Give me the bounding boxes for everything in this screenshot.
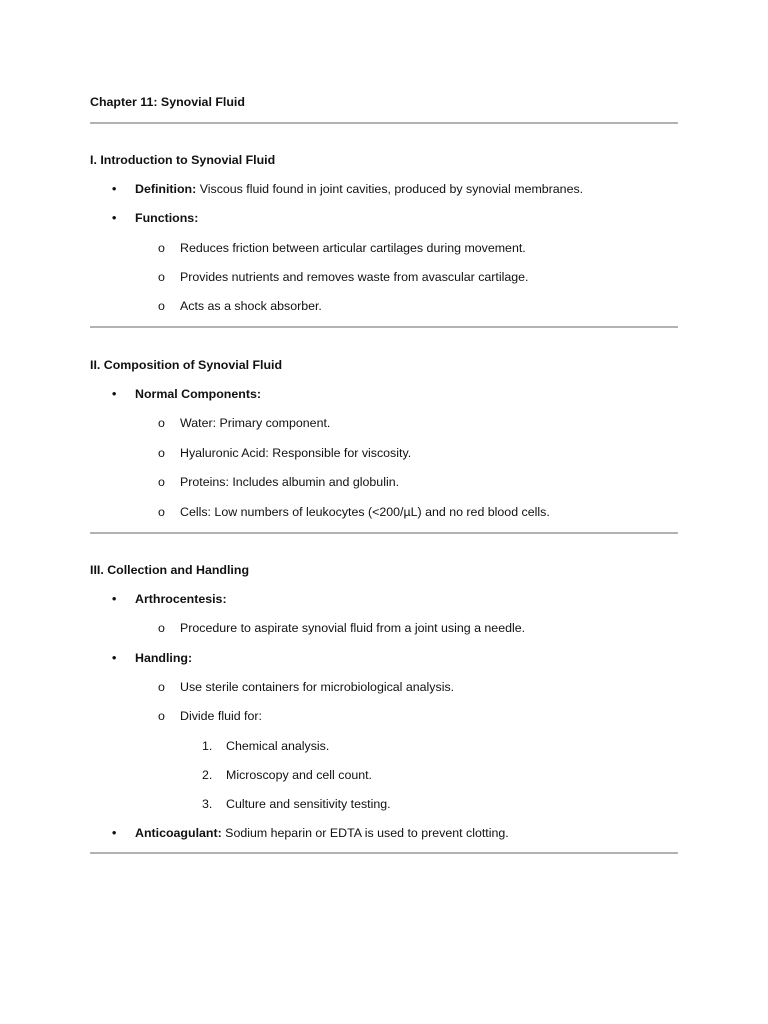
functions-label: Functions: <box>135 211 199 225</box>
component-text: Hyaluronic Acid: Responsible for viscosity. <box>180 446 412 460</box>
anticoagulant-label: Anticoagulant: <box>135 826 222 840</box>
numbered-item-text: Chemical analysis. <box>226 739 330 753</box>
number-marker: 1. <box>202 739 213 753</box>
section-heading-introduction: I. Introduction to Synovial Fluid <box>90 153 276 167</box>
anticoagulant-text <box>135 825 509 841</box>
sub-bullet-marker: o <box>158 621 165 635</box>
document-page <box>90 0 678 1024</box>
component-text: Cells: Low numbers of leukocytes (<200/µL) and no red blood cells. <box>180 505 550 519</box>
numbered-item-text: Culture and sensitivity testing. <box>226 797 391 811</box>
arthrocentesis-label: Arthrocentesis: <box>135 592 227 606</box>
component-text: Water: Primary component. <box>180 416 331 430</box>
section-heading-composition: II. Composition of Synovial Fluid <box>90 358 283 372</box>
sub-bullet-marker: o <box>158 505 165 519</box>
definition-body: Viscous fluid found in joint cavities, produced by synovial membranes. <box>196 182 584 196</box>
sub-bullet-marker: o <box>158 709 165 723</box>
divider <box>90 852 678 854</box>
bullet-marker: • <box>112 182 117 196</box>
sub-bullet-marker: o <box>158 241 165 255</box>
numbered-item-text: Microscopy and cell count. <box>226 768 373 782</box>
handling-text: Divide fluid for: <box>180 709 262 723</box>
number-marker: 2. <box>202 768 213 782</box>
sub-bullet-marker: o <box>158 680 165 694</box>
handling-text: Use sterile containers for microbiological analysis. <box>180 680 455 694</box>
bullet-marker: • <box>112 387 117 401</box>
component-text: Proteins: Includes albumin and globulin. <box>180 475 400 489</box>
handling-label: Handling: <box>135 651 193 665</box>
function-text: Reduces friction between articular cartilages during movement. <box>180 241 526 255</box>
sub-bullet-marker: o <box>158 446 165 460</box>
sub-bullet-marker: o <box>158 416 165 430</box>
sub-bullet-marker: o <box>158 299 165 313</box>
normal-components-label: Normal Components: <box>135 387 261 401</box>
number-marker: 3. <box>202 797 213 811</box>
definition-text <box>135 181 583 197</box>
bullet-marker: • <box>112 592 117 606</box>
divider <box>90 532 678 534</box>
function-text: Acts as a shock absorber. <box>180 299 322 313</box>
definition-label: Definition: <box>135 182 197 196</box>
arthrocentesis-text: Procedure to aspirate synovial fluid from a joint using a needle. <box>180 621 526 635</box>
sub-bullet-marker: o <box>158 270 165 284</box>
section-heading-collection: III. Collection and Handling <box>90 563 250 577</box>
bullet-marker: • <box>112 211 117 225</box>
chapter-title: Chapter 11: Synovial Fluid <box>90 95 245 109</box>
function-text: Provides nutrients and removes waste from avascular cartilage. <box>180 270 529 284</box>
bullet-marker: • <box>112 826 117 840</box>
divider <box>90 122 678 124</box>
divider <box>90 326 678 328</box>
anticoagulant-body: Sodium heparin or EDTA is used to prevent clotting. <box>221 826 509 840</box>
bullet-marker: • <box>112 651 117 665</box>
sub-bullet-marker: o <box>158 475 165 489</box>
